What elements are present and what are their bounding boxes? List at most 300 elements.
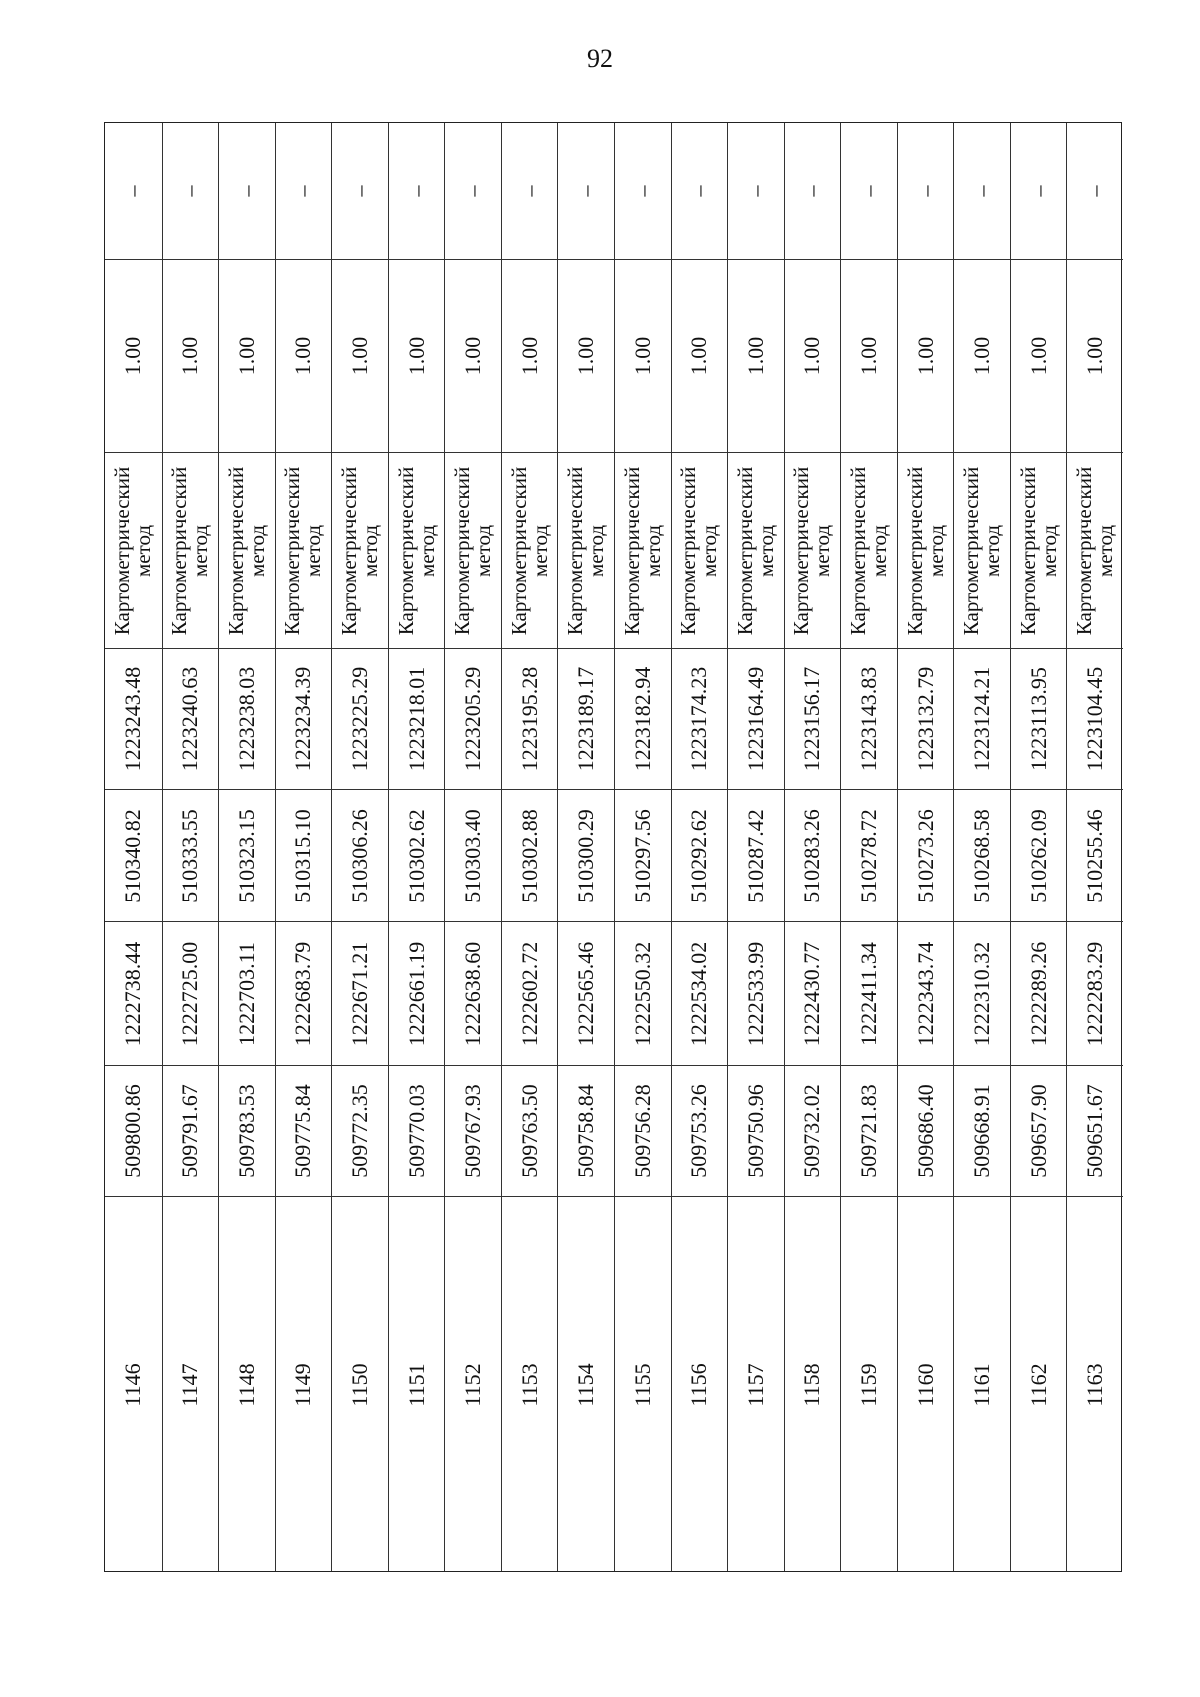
y1-cell: [785, 921, 841, 1065]
method-cell: [389, 452, 445, 648]
x2-cell: [163, 789, 219, 921]
table-row: [218, 123, 275, 1571]
x2-cell: [672, 789, 728, 921]
page-number: 92: [587, 44, 613, 73]
point-id-text: 1154: [573, 1363, 599, 1407]
x1-text: 509763.50: [516, 1084, 542, 1178]
note-text: –: [686, 185, 712, 197]
point-id-cell: [615, 1196, 671, 1573]
table-row: [331, 123, 388, 1571]
note-cell: [672, 123, 728, 259]
point-id-text: 1146: [120, 1363, 146, 1407]
accuracy-text: 1.00: [573, 336, 599, 376]
point-id-cell: [502, 1196, 558, 1573]
method-cell: [954, 452, 1010, 648]
accuracy-cell: [672, 259, 728, 452]
x1-cell: [445, 1065, 501, 1196]
y2-cell: [389, 648, 445, 789]
point-id-cell: [672, 1196, 728, 1573]
y2-text: 1223132.79: [912, 666, 938, 772]
x2-cell: [954, 789, 1010, 921]
y2-cell: [728, 648, 784, 789]
x1-text: 509753.26: [686, 1084, 712, 1178]
point-id-cell: [332, 1196, 388, 1573]
point-id-text: 1158: [799, 1363, 825, 1407]
note-text: –: [460, 185, 486, 197]
method-text: Картометрический метод: [167, 466, 213, 635]
table-row: [275, 123, 332, 1571]
method-text: Картометрический метод: [845, 466, 891, 635]
note-cell: [332, 123, 388, 259]
method-cell: [445, 452, 501, 648]
note-cell: [163, 123, 219, 259]
accuracy-cell: [954, 259, 1010, 452]
y2-cell: [163, 648, 219, 789]
method-text: Картометрический метод: [619, 466, 665, 635]
y1-text: 1222411.34: [855, 941, 881, 1046]
note-cell: [445, 123, 501, 259]
method-cell: [728, 452, 784, 648]
point-id-cell: [105, 1196, 162, 1573]
x2-cell: [389, 789, 445, 921]
accuracy-cell: [615, 259, 671, 452]
point-id-text: 1148: [233, 1363, 259, 1407]
x1-text: 509756.28: [629, 1084, 655, 1178]
y2-cell: [276, 648, 332, 789]
x2-cell: [558, 789, 614, 921]
y2-cell: [219, 648, 275, 789]
accuracy-cell: [558, 259, 614, 452]
x2-cell: [219, 789, 275, 921]
x2-text: 510302.88: [516, 808, 542, 903]
point-id-text: 1163: [1082, 1363, 1108, 1407]
accuracy-cell: [502, 259, 558, 452]
point-id-text: 1155: [629, 1363, 655, 1407]
table-row: [784, 123, 841, 1571]
x1-text: 509750.96: [742, 1084, 768, 1178]
accuracy-text: 1.00: [799, 336, 825, 376]
y2-cell: [502, 648, 558, 789]
point-id-cell: [445, 1196, 501, 1573]
y1-cell: [105, 921, 162, 1065]
note-text: –: [120, 185, 146, 197]
table-row: [840, 123, 897, 1571]
y1-cell: [502, 921, 558, 1065]
point-id-cell: [219, 1196, 275, 1573]
accuracy-text: 1.00: [1025, 336, 1051, 376]
method-cell: [163, 452, 219, 648]
y1-text: 1222602.72: [516, 941, 542, 1046]
accuracy-cell: [785, 259, 841, 452]
x2-cell: [728, 789, 784, 921]
x1-text: 509651.67: [1082, 1084, 1108, 1178]
y1-text: 1222703.11: [233, 941, 259, 1046]
y1-cell: [445, 921, 501, 1065]
accuracy-cell: [898, 259, 954, 452]
method-text: Картометрический метод: [223, 466, 269, 635]
x2-text: 510340.82: [120, 808, 146, 903]
x2-cell: [105, 789, 162, 921]
y1-text: 1222738.44: [120, 941, 146, 1046]
y2-cell: [954, 648, 1010, 789]
method-text: Картометрический метод: [959, 466, 1005, 635]
y2-text: 1223174.23: [686, 666, 712, 772]
note-text: –: [573, 185, 599, 197]
table-row: [1066, 123, 1123, 1571]
y2-cell: [1011, 648, 1067, 789]
y2-text: 1223243.48: [120, 666, 146, 772]
y2-cell: [105, 648, 162, 789]
accuracy-cell: [105, 259, 162, 452]
y2-cell: [898, 648, 954, 789]
point-id-cell: [558, 1196, 614, 1573]
y1-cell: [276, 921, 332, 1065]
table-row: [897, 123, 954, 1571]
table-row: [953, 123, 1010, 1571]
x2-cell: [785, 789, 841, 921]
y2-text: 1223205.29: [460, 666, 486, 772]
method-text: Картометрический метод: [1072, 466, 1118, 635]
note-cell: [276, 123, 332, 259]
y1-cell: [672, 921, 728, 1065]
y2-cell: [445, 648, 501, 789]
x1-text: 509721.83: [855, 1084, 881, 1178]
x2-cell: [502, 789, 558, 921]
method-text: Картометрический метод: [789, 466, 835, 635]
x1-cell: [841, 1065, 897, 1196]
accuracy-cell: [1011, 259, 1067, 452]
point-id-text: 1152: [460, 1363, 486, 1407]
x2-text: 510283.26: [799, 808, 825, 903]
accuracy-cell: [389, 259, 445, 452]
method-cell: [672, 452, 728, 648]
point-id-cell: [163, 1196, 219, 1573]
note-cell: [785, 123, 841, 259]
x2-cell: [615, 789, 671, 921]
note-cell: [1067, 123, 1123, 259]
x2-text: 510302.62: [403, 808, 429, 903]
accuracy-text: 1.00: [912, 336, 938, 376]
x2-text: 510287.42: [742, 808, 768, 903]
accuracy-text: 1.00: [686, 336, 712, 376]
y1-text: 1222565.46: [573, 941, 599, 1046]
y2-text: 1223195.28: [516, 666, 542, 772]
x2-cell: [1011, 789, 1067, 921]
x2-text: 510268.58: [969, 808, 995, 903]
x1-text: 509791.67: [177, 1084, 203, 1178]
note-cell: [728, 123, 784, 259]
x1-cell: [728, 1065, 784, 1196]
method-text: Картометрический метод: [450, 466, 496, 635]
y1-text: 1222638.60: [460, 941, 486, 1046]
y2-cell: [558, 648, 614, 789]
note-text: –: [403, 185, 429, 197]
x1-text: 509800.86: [120, 1084, 146, 1178]
x1-cell: [389, 1065, 445, 1196]
x1-cell: [954, 1065, 1010, 1196]
note-cell: [841, 123, 897, 259]
x1-cell: [615, 1065, 671, 1196]
y1-cell: [389, 921, 445, 1065]
x2-text: 510273.26: [912, 808, 938, 903]
accuracy-text: 1.00: [516, 336, 542, 376]
method-text: Картометрический метод: [280, 466, 326, 635]
method-cell: [1011, 452, 1067, 648]
x1-cell: [558, 1065, 614, 1196]
point-id-text: 1160: [912, 1363, 938, 1407]
y2-text: 1223182.94: [629, 666, 655, 772]
method-cell: [332, 452, 388, 648]
x2-text: 510333.55: [177, 808, 203, 903]
y1-text: 1222533.99: [742, 941, 768, 1046]
y2-text: 1223164.49: [742, 666, 768, 772]
note-text: –: [742, 185, 768, 197]
x2-cell: [332, 789, 388, 921]
note-cell: [954, 123, 1010, 259]
x2-text: 510255.46: [1082, 808, 1108, 903]
y2-cell: [785, 648, 841, 789]
y1-text: 1222534.02: [686, 941, 712, 1046]
table-row: [388, 123, 445, 1571]
note-text: –: [1082, 185, 1108, 197]
x1-cell: [105, 1065, 162, 1196]
y1-cell: [898, 921, 954, 1065]
y1-text: 1222283.29: [1082, 941, 1108, 1046]
y2-cell: [615, 648, 671, 789]
y2-text: 1223218.01: [403, 666, 429, 772]
note-cell: [219, 123, 275, 259]
point-id-cell: [276, 1196, 332, 1573]
point-id-cell: [954, 1196, 1010, 1573]
y2-text: 1223189.17: [573, 666, 599, 772]
x1-text: 509686.40: [912, 1084, 938, 1178]
y2-text: 1223238.03: [233, 666, 259, 772]
x1-text: 509732.02: [799, 1084, 825, 1178]
point-id-text: 1156: [686, 1363, 712, 1407]
y1-text: 1222430.77: [799, 941, 825, 1046]
x2-text: 510278.72: [855, 808, 881, 903]
accuracy-text: 1.00: [233, 336, 259, 376]
y2-text: 1223225.29: [346, 666, 372, 772]
x1-cell: [502, 1065, 558, 1196]
x1-text: 509783.53: [233, 1084, 259, 1178]
note-text: –: [233, 185, 259, 197]
y1-text: 1222343.74: [912, 941, 938, 1046]
method-text: Картометрический метод: [902, 466, 948, 635]
y1-text: 1222289.26: [1025, 941, 1051, 1046]
x1-cell: [163, 1065, 219, 1196]
x2-text: 510297.56: [629, 808, 655, 903]
note-cell: [502, 123, 558, 259]
x1-cell: [1067, 1065, 1123, 1196]
accuracy-text: 1.00: [290, 336, 316, 376]
method-text: Картометрический метод: [110, 466, 156, 635]
note-text: –: [516, 185, 542, 197]
accuracy-text: 1.00: [855, 336, 881, 376]
method-cell: [105, 452, 162, 648]
y1-cell: [163, 921, 219, 1065]
y2-text: 1223104.45: [1082, 666, 1108, 772]
accuracy-text: 1.00: [969, 336, 995, 376]
x1-cell: [672, 1065, 728, 1196]
point-id-text: 1161: [969, 1363, 995, 1407]
y2-cell: [1067, 648, 1123, 789]
x1-text: 509657.90: [1025, 1084, 1051, 1178]
accuracy-cell: [728, 259, 784, 452]
y1-text: 1222671.21: [346, 941, 372, 1046]
accuracy-cell: [276, 259, 332, 452]
y1-cell: [219, 921, 275, 1065]
x2-text: 510306.26: [346, 808, 372, 903]
method-text: Картометрический метод: [1015, 466, 1061, 635]
method-cell: [615, 452, 671, 648]
method-text: Картометрический метод: [676, 466, 722, 635]
accuracy-text: 1.00: [629, 336, 655, 376]
point-id-text: 1162: [1025, 1363, 1051, 1407]
note-text: –: [799, 185, 825, 197]
coordinates-table: [104, 122, 1122, 1572]
y2-text: 1223113.95: [1025, 667, 1051, 771]
accuracy-text: 1.00: [403, 336, 429, 376]
accuracy-text: 1.00: [460, 336, 486, 376]
x2-text: 510300.29: [573, 808, 599, 903]
y1-text: 1222310.32: [969, 941, 995, 1046]
point-id-text: 1157: [742, 1363, 768, 1407]
accuracy-cell: [163, 259, 219, 452]
table-row: [557, 123, 614, 1571]
accuracy-text: 1.00: [346, 336, 372, 376]
note-text: –: [629, 185, 655, 197]
method-cell: [841, 452, 897, 648]
accuracy-cell: [445, 259, 501, 452]
method-cell: [558, 452, 614, 648]
method-cell: [502, 452, 558, 648]
y2-cell: [332, 648, 388, 789]
y1-text: 1222661.19: [403, 941, 429, 1046]
y1-cell: [841, 921, 897, 1065]
y1-text: 1222683.79: [290, 941, 316, 1046]
table-row: [501, 123, 558, 1571]
method-text: Картометрический метод: [393, 466, 439, 635]
y1-cell: [1067, 921, 1123, 1065]
y2-text: 1223240.63: [177, 666, 203, 772]
y1-text: 1222725.00: [177, 941, 203, 1046]
method-cell: [898, 452, 954, 648]
point-id-text: 1159: [855, 1363, 881, 1407]
accuracy-cell: [219, 259, 275, 452]
point-id-text: 1151: [403, 1363, 429, 1407]
y2-text: 1223143.83: [855, 666, 881, 772]
y2-text: 1223156.17: [799, 666, 825, 772]
point-id-cell: [1067, 1196, 1123, 1573]
note-cell: [105, 123, 162, 259]
x2-cell: [276, 789, 332, 921]
method-text: Картометрический метод: [563, 466, 609, 635]
x2-cell: [898, 789, 954, 921]
point-id-cell: [1011, 1196, 1067, 1573]
x1-cell: [785, 1065, 841, 1196]
x2-cell: [841, 789, 897, 921]
table-row: [444, 123, 501, 1571]
note-text: –: [969, 185, 995, 197]
y2-text: 1223124.21: [969, 666, 995, 772]
y2-text: 1223234.39: [290, 666, 316, 772]
note-text: –: [855, 185, 881, 197]
x2-text: 510315.10: [290, 808, 316, 903]
x2-cell: [445, 789, 501, 921]
note-text: –: [912, 185, 938, 197]
point-id-text: 1153: [516, 1363, 542, 1407]
method-text: Картометрический метод: [506, 466, 552, 635]
x1-text: 509668.91: [969, 1084, 995, 1178]
x2-text: 510303.40: [460, 808, 486, 903]
x1-cell: [898, 1065, 954, 1196]
note-text: –: [1025, 185, 1051, 197]
method-text: Картометрический метод: [336, 466, 382, 635]
x2-text: 510292.62: [686, 808, 712, 903]
accuracy-text: 1.00: [742, 336, 768, 376]
accuracy-text: 1.00: [177, 336, 203, 376]
method-cell: [1067, 452, 1123, 648]
point-id-cell: [898, 1196, 954, 1573]
y1-cell: [954, 921, 1010, 1065]
x2-cell: [1067, 789, 1123, 921]
method-cell: [276, 452, 332, 648]
accuracy-text: 1.00: [1082, 336, 1108, 376]
point-id-cell: [389, 1196, 445, 1573]
accuracy-text: 1.00: [120, 336, 146, 376]
point-id-cell: [728, 1196, 784, 1573]
x1-cell: [276, 1065, 332, 1196]
x1-cell: [332, 1065, 388, 1196]
note-text: –: [290, 185, 316, 197]
x2-text: 510323.15: [233, 808, 259, 903]
point-id-text: 1150: [346, 1363, 372, 1407]
point-id-cell: [841, 1196, 897, 1573]
x1-cell: [219, 1065, 275, 1196]
point-id-cell: [785, 1196, 841, 1573]
y1-text: 1222550.32: [629, 941, 655, 1046]
method-cell: [219, 452, 275, 648]
y1-cell: [1011, 921, 1067, 1065]
y1-cell: [558, 921, 614, 1065]
x1-text: 509767.93: [460, 1084, 486, 1178]
y1-cell: [332, 921, 388, 1065]
y2-cell: [841, 648, 897, 789]
table-row: [671, 123, 728, 1571]
x1-text: 509772.35: [346, 1084, 372, 1178]
table-row: [162, 123, 219, 1571]
method-cell: [785, 452, 841, 648]
accuracy-cell: [1067, 259, 1123, 452]
accuracy-cell: [841, 259, 897, 452]
note-cell: [898, 123, 954, 259]
table-row: [614, 123, 671, 1571]
x2-text: 510262.09: [1025, 808, 1051, 903]
x1-cell: [1011, 1065, 1067, 1196]
accuracy-cell: [332, 259, 388, 452]
x1-text: 509770.03: [403, 1084, 429, 1178]
x1-text: 509775.84: [290, 1084, 316, 1178]
y1-cell: [728, 921, 784, 1065]
y2-cell: [672, 648, 728, 789]
note-text: –: [177, 185, 203, 197]
note-cell: [1011, 123, 1067, 259]
note-cell: [389, 123, 445, 259]
point-id-text: 1149: [290, 1363, 316, 1407]
method-text: Картометрический метод: [732, 466, 778, 635]
table-row: [105, 123, 162, 1571]
